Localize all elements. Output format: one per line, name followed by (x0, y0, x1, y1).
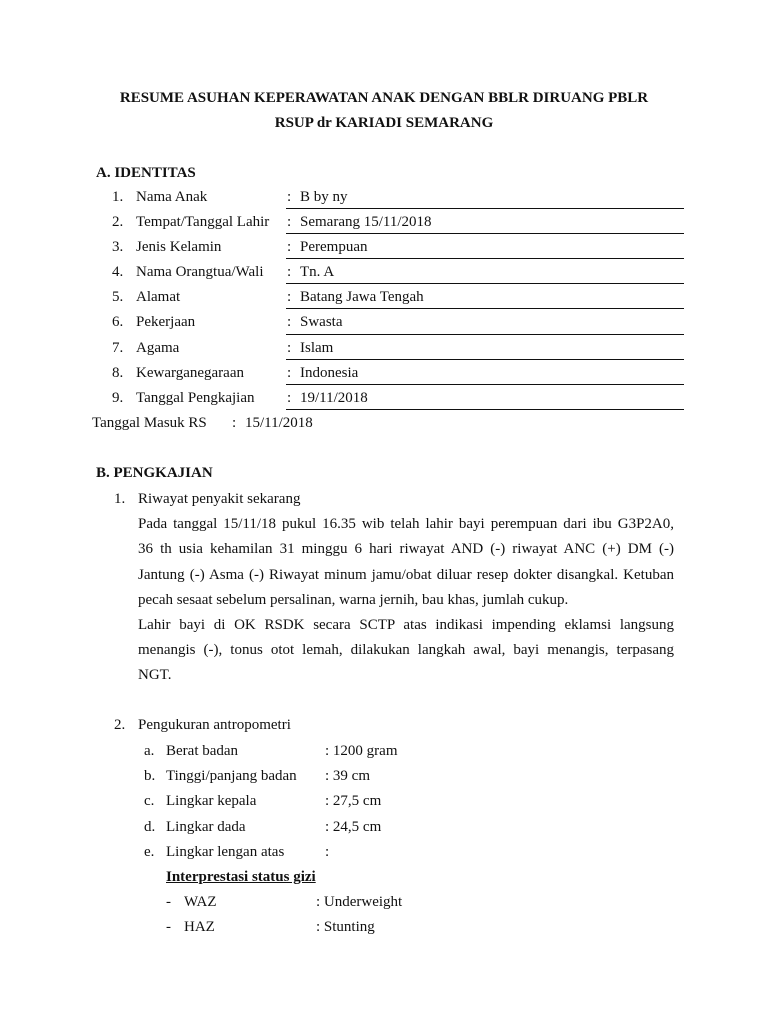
identity-colon: : (287, 340, 292, 356)
interpretation-dash: - (166, 894, 171, 910)
measure-label: Tinggi/panjang badan (166, 768, 297, 784)
history-line: Lahir bayi di OK RSDK secara SCTP atas indikasi impending eklamsi langsung (138, 617, 674, 633)
nutrition-interpretation-title: Interprestasi status gizi (166, 869, 316, 885)
identity-label: Agama (136, 340, 180, 356)
identity-value: B by ny (300, 189, 348, 205)
identity-value: Indonesia (300, 365, 359, 381)
measure-value: : 39 cm (325, 768, 370, 784)
measure-letter: c. (144, 793, 155, 809)
identity-colon: : (287, 390, 292, 406)
identity-value: Perempuan (300, 239, 368, 255)
identity-value: Islam (300, 340, 334, 356)
identity-number: 9. (112, 390, 124, 406)
identity-label: Nama Anak (136, 189, 208, 205)
measure-letter: e. (144, 844, 155, 860)
identity-underline (286, 409, 684, 410)
interpretation-dash: - (166, 919, 171, 935)
identity-label: Tanggal Pengkajian (136, 390, 255, 406)
identity-colon: : (287, 214, 292, 230)
measure-value: : (325, 844, 330, 860)
admission-date-colon: : (232, 415, 237, 431)
interpretation-value: : Stunting (316, 919, 375, 935)
identity-underline (286, 258, 684, 259)
measure-label: Lingkar kepala (166, 793, 257, 809)
history-line: 36 th usia kehamilan 31 minggu 6 hari riwayat AND (-) riwayat ANC (+) DM (-) (138, 541, 674, 557)
identity-underline (286, 208, 684, 209)
history-number: 1. (114, 491, 126, 507)
history-line: Pada tanggal 15/11/18 pukul 16.35 wib telah lahir bayi perempuan dari ibu G3P2A0, (138, 516, 674, 532)
identity-value: Tn. A (300, 264, 335, 280)
identity-colon: : (287, 289, 292, 305)
identity-number: 7. (112, 340, 124, 356)
identity-colon: : (287, 189, 292, 205)
identity-colon: : (287, 314, 292, 330)
identity-label: Jenis Kelamin (136, 239, 222, 255)
identity-number: 6. (112, 314, 124, 330)
identity-value: Swasta (300, 314, 343, 330)
measure-letter: a. (144, 743, 155, 759)
identity-underline (286, 233, 684, 234)
identity-underline (286, 334, 684, 335)
history-title: Riwayat penyakit sekarang (138, 491, 301, 507)
identity-value: 19/11/2018 (300, 390, 368, 406)
identity-underline (286, 308, 684, 309)
anthropometry-number: 2. (114, 717, 126, 733)
identity-underline (286, 283, 684, 284)
measure-label: Berat badan (166, 743, 239, 759)
measure-letter: d. (144, 819, 156, 835)
identity-number: 4. (112, 264, 124, 280)
measure-value: : 1200 gram (325, 743, 398, 759)
identity-colon: : (287, 264, 292, 280)
anthropometry-title: Pengukuran antropometri (138, 717, 291, 733)
section-b-heading: B. PENGKAJIAN (96, 465, 213, 481)
identity-number: 8. (112, 365, 124, 381)
identity-label: Nama Orangtua/Wali (136, 264, 264, 280)
identity-underline (286, 359, 684, 360)
identity-number: 5. (112, 289, 124, 305)
measure-value: : 27,5 cm (325, 793, 382, 809)
history-line: pecah sesaat sebelum persalinan, warna jernih, bau khas, jumlah cukup. (138, 592, 569, 608)
identity-label: Pekerjaan (136, 314, 196, 330)
admission-date-value: 15/11/2018 (245, 415, 313, 431)
identity-label: Tempat/Tanggal Lahir (136, 214, 270, 230)
identity-label: Kewarganegaraan (136, 365, 244, 381)
interpretation-value: : Underweight (316, 894, 403, 910)
interpretation-label: HAZ (184, 919, 215, 935)
identity-colon: : (287, 365, 292, 381)
identity-number: 3. (112, 239, 124, 255)
identity-label: Alamat (136, 289, 181, 305)
identity-underline (286, 384, 684, 385)
document-title-line-2: RSUP dr KARIADI SEMARANG (274, 115, 494, 131)
identity-number: 1. (112, 189, 124, 205)
document-title-line-1: RESUME ASUHAN KEPERAWATAN ANAK DENGAN BBLR DIRUANG PBLR (119, 90, 649, 106)
identity-value: Semarang 15/11/2018 (300, 214, 432, 230)
admission-date-label: Tanggal Masuk RS (92, 415, 207, 431)
measure-value: : 24,5 cm (325, 819, 382, 835)
measure-label: Lingkar lengan atas (166, 844, 285, 860)
history-line: NGT. (138, 667, 172, 683)
identity-value: Batang Jawa Tengah (300, 289, 424, 305)
history-line: menangis (-), tonus otot lemah, dilakukan langkah awal, bayi menangis, terpasang (138, 642, 674, 658)
history-line: Jantung (-) Asma (-) Riwayat minum jamu/obat diluar resep dokter disangkal. Ketuban (138, 567, 674, 583)
measure-label: Lingkar dada (166, 819, 246, 835)
identity-colon: : (287, 239, 292, 255)
interpretation-label: WAZ (184, 894, 217, 910)
section-a-heading: A. IDENTITAS (96, 165, 196, 181)
measure-letter: b. (144, 768, 156, 784)
identity-number: 2. (112, 214, 124, 230)
